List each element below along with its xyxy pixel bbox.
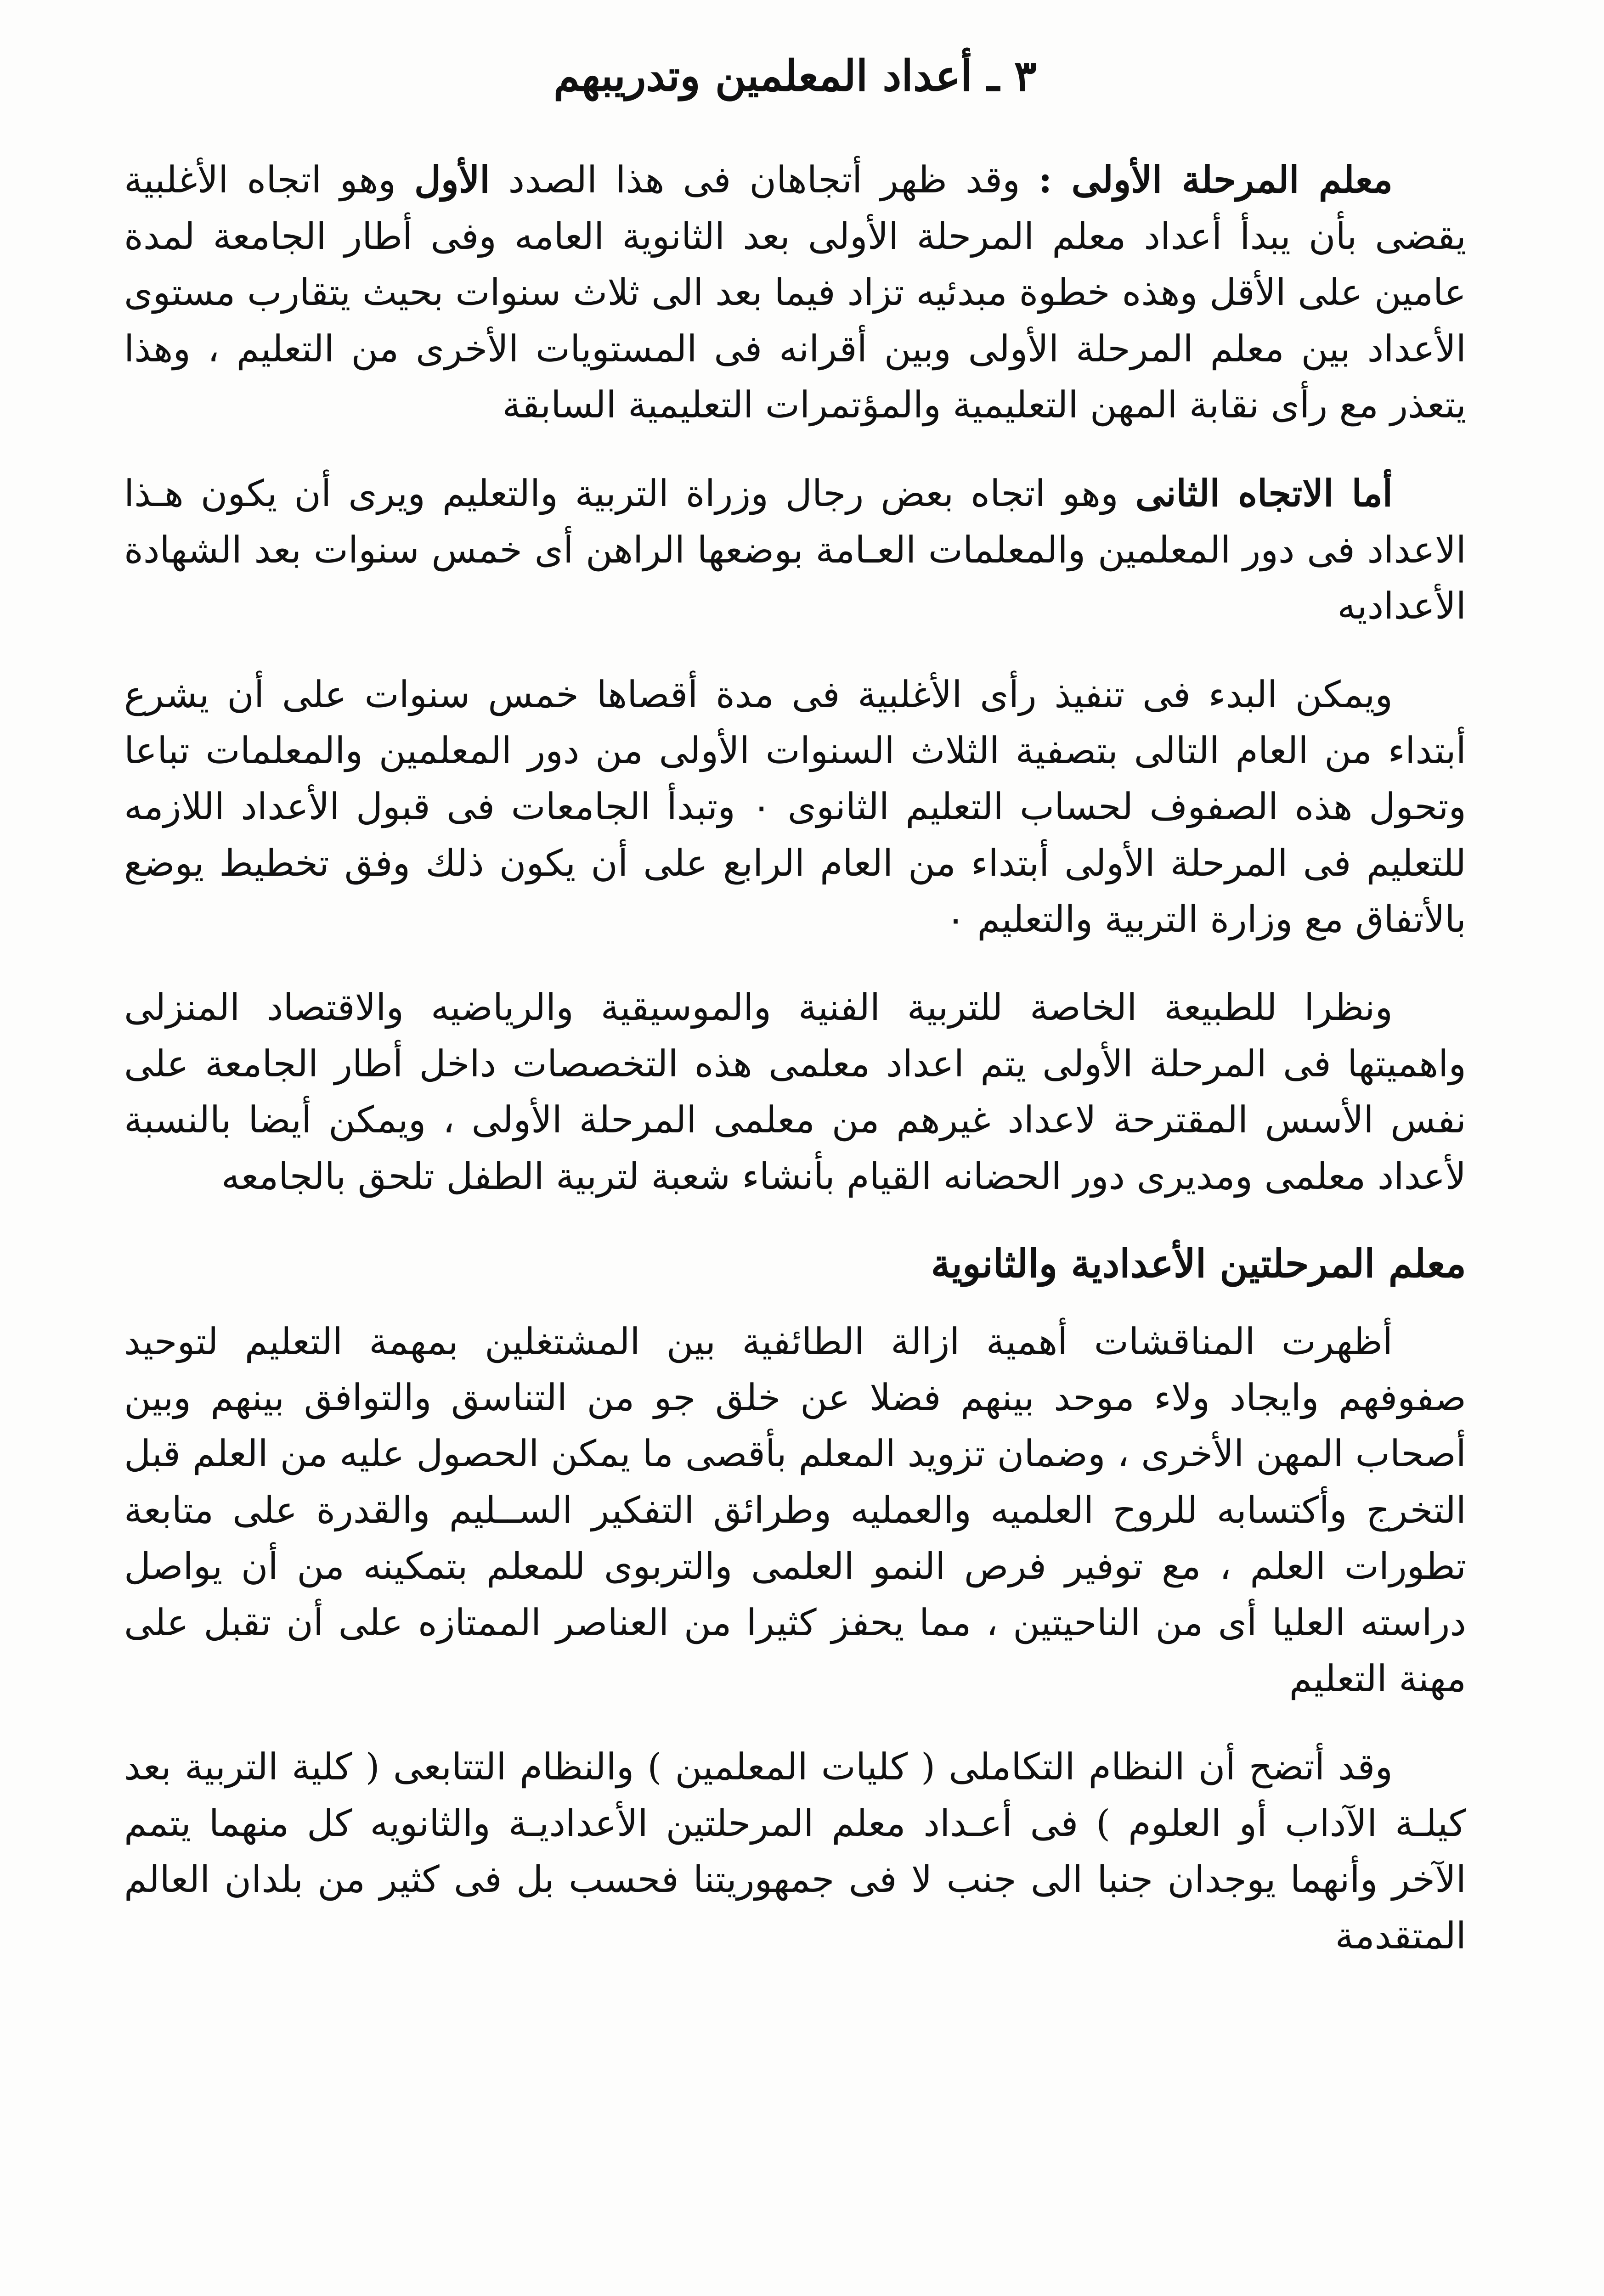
paragraph-lead-second-direction: أما الاتجاه الثانى [1135,472,1393,515]
section-heading-preparatory-secondary: معلم المرحلتين الأعدادية والثانوية [931,1241,1466,1287]
paragraph-implementation: ويمكن البدء فى تنفيذ رأى الأغلبية فى مدة أقصاها خمس سنوات على أن يشرع أبتداء من العام التالى بتصفية الثلاث السنوات الأولى من دور المعلمين والمعلمات تباعا وتحول هذه الصفوف لحساب التعليم الثانوى ٠ وتبدأ الجامعات فى قبول الأعداد اللازمه للتعليم فى المرحلة الأولى أبتداء من العام الرابع على أن يكون ذلك وفق تخطيط يوضع بالأتفاق مع وزارة التربية والتعليم ٠ [124,673,1467,941]
paragraph-second-direction [124,465,1466,634]
page-title: ٣ ـ أعداد المعلمين وتدريبهم [553,51,1037,101]
paragraph-special-subjects: ونظرا للطبيعة الخاصة للتربية الفنية والموسيقية والرياضيه والاقتصاد المنزلى واهميتها فى المرحلة الأولى يتم اعداد معلمى هذه التخصصات داخل أطار الجامعة على نفس الأسس المقترحة لاعداد غيرهم من معلمى المرحلة الأولى ، ويمكن أيضا بالنسبة لأعداد معلمى ومديرى دور الحضانه القيام بأنشاء شعبة لتربية الطفل تلحق بالجامعه [124,986,1466,1198]
paragraph-first-stage-teacher [124,152,1466,433]
paragraph-lead-first-stage: معلم المرحلة الأولى : [1038,158,1393,202]
paragraph-text: وهو اتجاه الأغلبية يقضى بأن يبدأ أعداد معلم المرحلة الأولى بعد الثانوية العامه وفى أطار الجامعة لمدة عامين على الأقل وهذه خطوة مبدئيه تزاد فيما بعد الى ثلاث سنوات بحيث يتقارب مستوى الأعداد بين معلم المرحلة الأولى وبين أقرانه فى المستويات الأخرى من التعليم ، وهذا يتعذر مع رأى نقابة المهن التعليمية والمؤتمرات التعليمية السابقة [124,158,1466,426]
paragraph-discussions: أظهرت المناقشات أهمية ازالة الطائفية بين المشتغلين بمهمة التعليم لتوحيد صفوفهم وايجاد ولاء موحد بينهم فضلا عن خلق جو من التناسق والتوافق بينهم وبين أصحاب المهن الأخرى ، وضمان تزويد المعلم بأقصى ما يمكن الحصول عليه من العلم قبل التخرج وأكتسابه للروح العلميه والعمليه وطرائق التفكير الســليم والقدرة على متابعة تطورات العلم ، مع توفير فرص النمو العلمى والتربوى للمعلم بتمكينه من أن يواصل دراسته العليا أى من الناحيتين ، مما يحفز كثيرا من العناصر الممتازه على أن تقبل على مهنة التعليم [124,1320,1466,1700]
paragraph-text: وقد ظهر أتجاهان فى هذا الصدد [508,158,1020,202]
page-content [124,51,1466,1996]
paragraph-integrated-system: وقد أتضح أن النظام التكاملى ( كليات المعلمين ) والنظام التتابعى ( كلية التربية بعد كيلـة الآداب أو العلوم ) فى أعـداد معلم المرحلتين الأعداديـة والثانويه كل منهما يتمم الآخر وأنهما يوجدان جنبا الى جنب لا فى جمهوريتنا فحسب بل فى كثير من بلدان العالم المتقدمة [124,1745,1467,1957]
paragraph-text: وهو اتجاه بعض رجال وزراة التربية والتعليم ويرى أن يكون هـذا الاعداد فى دور المعلمين والمعلمات العـامة بوضعها الراهن أى خمس سنوات بعد الشهادة الأعداديه [124,472,1466,628]
emphasized-term-first: الأول [414,158,490,202]
